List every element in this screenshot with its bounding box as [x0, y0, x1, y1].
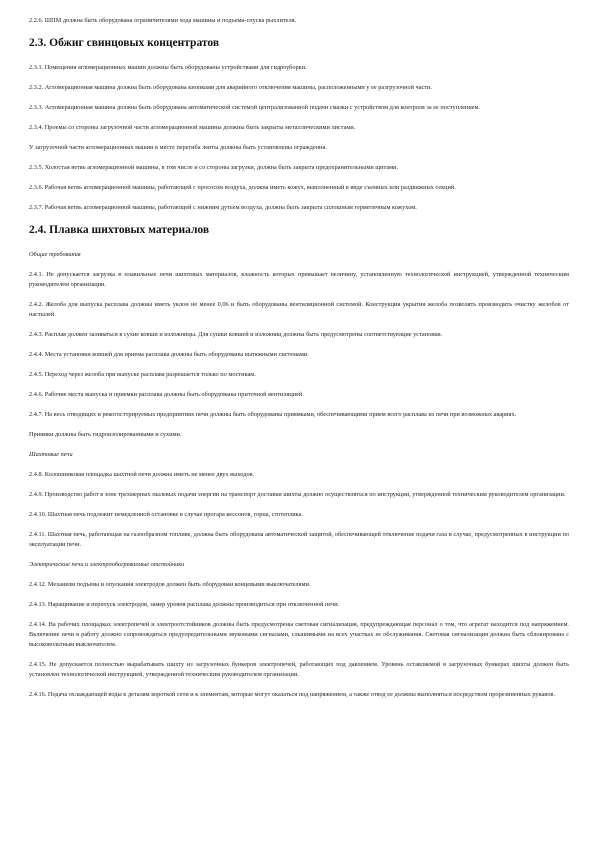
section-2-4-heading: 2.4. Плавка шихтовых материалов	[29, 224, 210, 236]
paragraph-2-3-5: 2.3.5. Холостая ветвь агломерационной машины, в том числе и со стороны загрузки, должна быть закрыта предохранительными щитами.	[29, 164, 399, 171]
paragraph-2-4-3: 2.4.3. Расплав должен заливаться в сухие ковши и изложницы. Для сушки ковшей и изложниц должны быть предусмотрены соответствующие установки.	[29, 331, 443, 338]
paragraph-2-4-6: 2.4.6. Рабочие места выпуска и приемки расплава должны быть оборудованы приточной вентиляцией.	[29, 391, 304, 398]
paragraph-2-3-7: 2.3.7. Рабочая ветвь агломерационной машины, работающей с нижним дутьем воздуха, должна быть закрыта сплошным герметичным кожухом.	[29, 204, 417, 211]
paragraph-2-3-1: 2.3.1. Помещения агломерационных машин должны быть оборудованы устройствами для гидроуборки.	[29, 64, 307, 71]
subheading-electric-furnaces: Электрические печи и электрообогреваемые отстойники	[29, 561, 185, 568]
paragraph-2-4-2: 2.4.2. Желоба для выпуска расплава должны иметь уклон не менее 0,06 и быть оборудованы вентиляционной системой. Конструкция укрытия желоба позволять производить очистку желобов от настылей.	[29, 301, 569, 318]
subheading-general-requirements: Общие требования	[29, 251, 81, 258]
paragraph-2-3-6: 2.3.6. Рабочая ветвь агломерационной машины, работающей с прососом воздуха, должна иметь кожух, выполненный в виде съемных или раздвижных секций.	[29, 184, 456, 191]
paragraph-2-4-7-note: Приямки должны быть гидроизолированными и сухими.	[29, 431, 182, 438]
paragraph-2-4-13: 2.4.13. Наращивание и перепуск электродов, замер уровня расплава должны производиться при отключенной печи.	[29, 601, 340, 608]
paragraph-2-3-2: 2.3.2. Агломерационная машина должна быть оборудована кнопками для аварийного отключения машины, расположенными у ее разгрузочной части.	[29, 84, 433, 91]
paragraph-2-3-3: 2.3.3. Агломерационная машина должна быть оборудована автоматической системой централизованной подачи смазки с устройством для контроля за ее поступлением.	[29, 104, 481, 111]
paragraph-2-4-9: 2.4.9. Производство работ в зоне трехмерных пылевых подачи энергии на транспорт доставки шихты должно осуществляться по инструкции, утвержденной техническим руководителем организации.	[29, 491, 566, 498]
paragraph-2-4-16: 2.4.16. Подача охлаждающей воды к деталям короткой сети и к элементам, которые могут оказаться под напряжением, а также отвод ее должны выполняться посредством прорезиненных рукавов.	[29, 691, 555, 698]
paragraph-2-4-10: 2.4.10. Шахтная печь подлежит немедленной остановке в случае прогара кессонов, горна, стотеплика.	[29, 511, 303, 518]
paragraph-2-4-7: 2.4.7. На весь отводящих и рекогосттрируемых предприятиях печи должны быть оборудованы приямками, обеспечивающими прием всего расплава из печи при возможных авариях.	[29, 411, 517, 418]
paragraph-2-4-11: 2.4.11. Шахтная печь, работающая на газообразном топливе, должна быть оборудована автоматической защитой, обеспечивающей отключение подачи газа в случае, предусмотренных в инструкции по эксплуатации печи.	[29, 531, 569, 548]
section-2-3-heading: 2.3. Обжиг свинцовых концентратов	[29, 37, 220, 49]
paragraph-2-4-1: 2.4.1. Не допускается загрузка в плавильные печи шихтовых материалов, влажность которых превышает величину, установленную технологической инструкцией, утвержденной техническим руководителем организации.	[29, 271, 569, 288]
paragraph-2-4-12: 2.4.12. Механизм подъема и опускания электродов должен быть оборудован концевыми выключателями.	[29, 581, 311, 588]
paragraph-2-4-5: 2.4.5. Переход через желоба при выпуске расплава разрешается только по мостикам.	[29, 371, 256, 378]
paragraph-2-3-4-note: У загрузочной части агломерационных машин в месте перегиба ленты должны быть установлены ограждения.	[29, 144, 327, 151]
paragraph-2-2-6: 2.2.6. ШПМ должна быть оборудована ограничителями хода машины и подъема-спуска рыхлителя.	[29, 17, 297, 24]
paragraph-2-4-15: 2.4.15. Не допускается полностью вырабатывать шихту из загрузочных бункеров электропечей, работающих под давлением. Уровень оставляемой в загрузочных бункерах шихты должен быть установлен технологической инструкцией, утвержденной техническим руководителем организации.	[29, 661, 569, 678]
paragraph-2-4-4: 2.4.4. Места установки ковшей для приема расплава должны быть оборудованы вытяжными системами.	[29, 351, 309, 358]
subheading-shaft-furnaces: Шахтовые печи	[29, 451, 73, 458]
paragraph-2-4-14: 2.4.14. На рабочих площадках электропечей и электроотстойников должны быть предусмотрены световая сигнализация, предупреждающая персонал о том, что агрегат находится под напряжением. Включение печи в работу должно сопровождаться предупредительными звуковыми сигналами, слышимыми на всех участках ее обслуживания. Световая сигнализация должна быть сблокирована с высоковольтным выключателем.	[29, 621, 569, 648]
paragraph-2-4-8: 2.4.8. Колошниковая площадка шахтной печи должна иметь не менее двух выходов.	[29, 471, 255, 478]
paragraph-2-3-4: 2.3.4. Проемы со стороны загрузочной части агломерационной машины должны быть закрыты металлическими листами.	[29, 124, 356, 131]
